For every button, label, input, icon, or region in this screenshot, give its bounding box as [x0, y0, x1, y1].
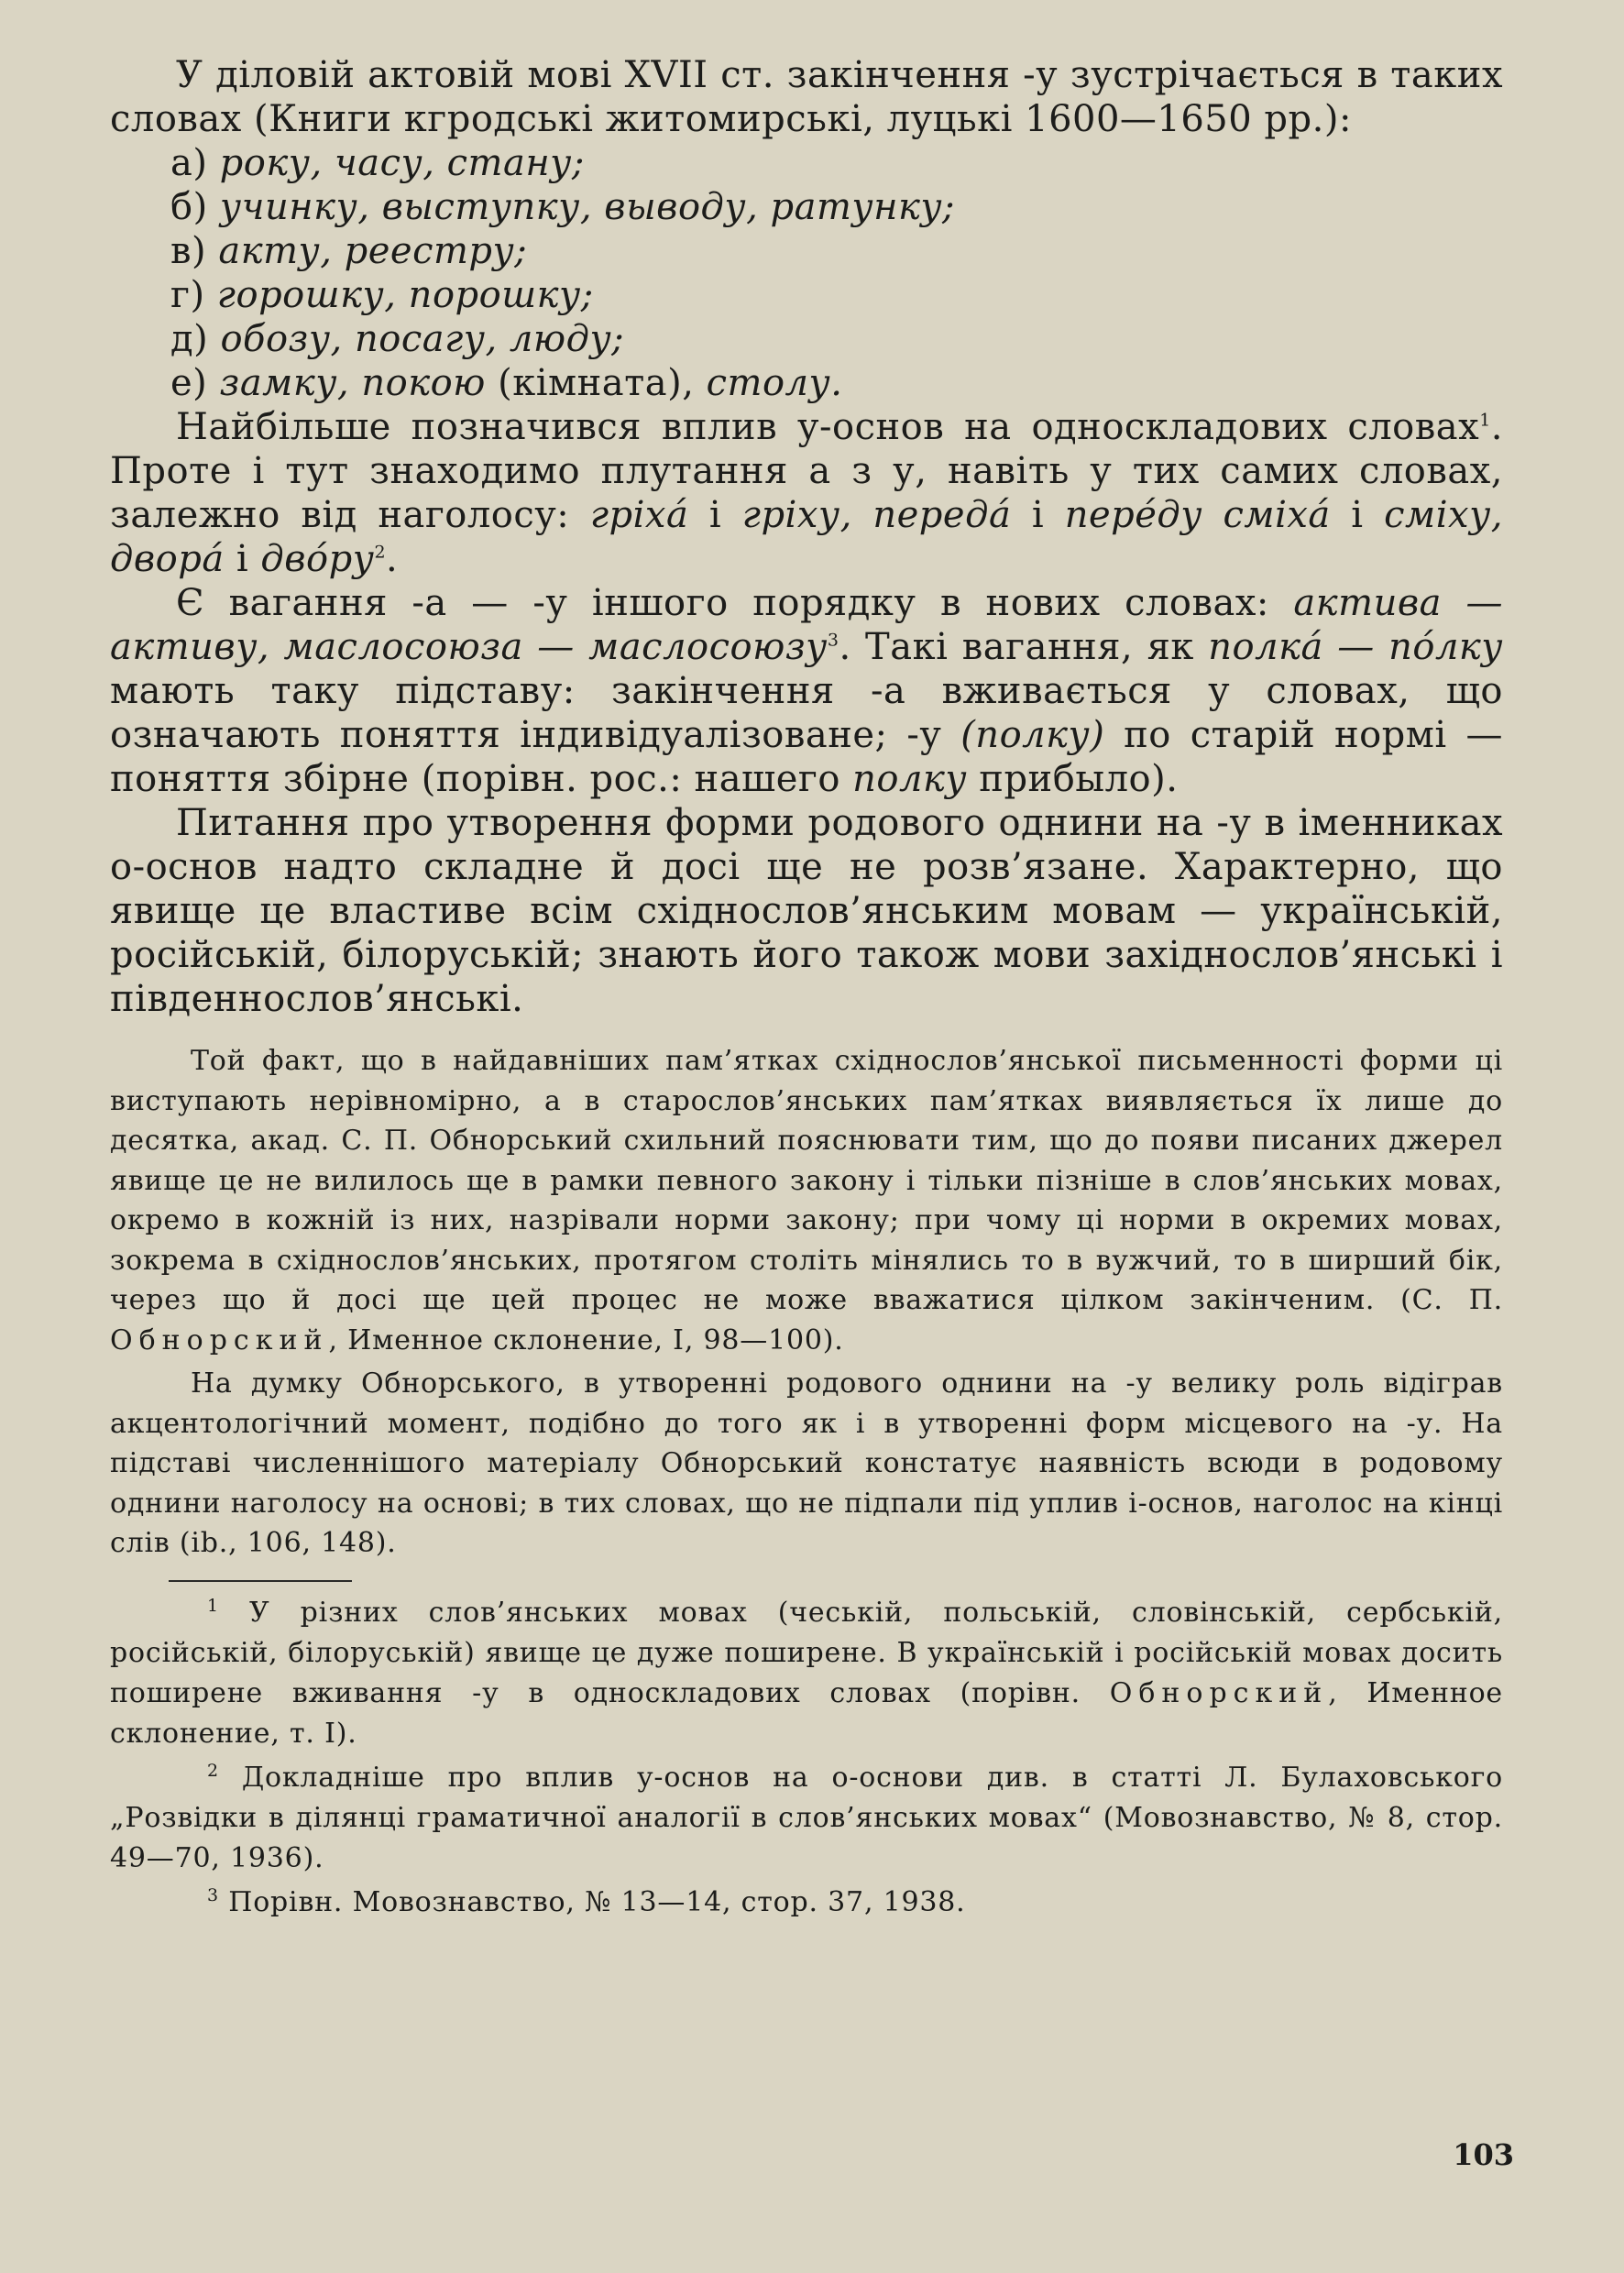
example-item-d: г) горошку, порошку;: [170, 274, 594, 316]
footnote-ref-3[interactable]: 3: [827, 630, 839, 651]
example-item-b: б) учинку, выступку, выводу, ратунку;: [170, 186, 956, 228]
paragraph-question: Питання про утворення форми родового однини на -у в іменниках о-основ надто складне й досі ще не розв’язане. Характерно, що явище це властиве всім східнослов’янським мовам — українській, російській, білоруській; знають його також мови західнослов’янські і південнослов’янські.: [110, 802, 1503, 1020]
example-item-a: а) року, часу, стану;: [170, 142, 585, 184]
small-paragraph-obnorsky: Той факт, що в найдавніших пам’ятках східнослов’янської письменності форми ці виступають нерівномірно, а в старослов’янських пам’ятках виявляється їх лише до десятка, акад. С. П. Обнорський схильний пояснювати тим, що до появи писаних джерел явище це не вилилось ще в рамки певного закону і тільки пізніше в слов’янських мовах, окремо в кожній із них, назрівали норми закону; при чому ці норми в окремих мовах, зокрема в східнослов’янських, протягом століть мінялись то в вужчий, то в ширший бік, через що й досі ще цей процес не може вважатися цілком закінченим. (С. П. Обнорский, Именное склонение, І, 98—100).: [110, 1045, 1503, 1356]
small-paragraph-accent: На думку Обнорського, в утворенні родового однини на -у велику роль відіграв акцентологічний момент, подібно до того як і в утворенні форм місцевого на -у. На підставі численнішого матеріалу Обнорський констатує наявність всюди в родовому однини наголосу на основі; в тих словах, що не підпали під уплив і-основ, наголос на кінці слів (ib., 106, 148).: [110, 1367, 1503, 1559]
examples-list: [110, 141, 1503, 405]
paragraph-variations: Є вагання -а — -у іншого порядку в нових словах: актива — активу, маслосоюза — маслосоюзу$^3$. Такі вагання, як полкá — пóлку мають таку підставу: закінчення -а вживається у словах, що означають поняття індивідуалізоване; -у (полку) по старій нормі — поняття збірне (порівн. рос.: нашего полку прибыло).: [110, 582, 1504, 800]
example-item-e: д) обозу, посагу, люду;: [170, 318, 625, 360]
example-item-f: е) замку, покою (кімната), столу.: [170, 362, 843, 404]
footnote-divider: [169, 1580, 352, 1582]
footnote-2: $^2$ Докладніше про вплив у-основ на о-основи див. в статті Л. Булаховського „Розвідки в ділянці граматичної аналогії в слов’янських мовах“ (Мовознавство, № 8, стор. 49—70, 1936).: [110, 1760, 1503, 1874]
small-print-block: [110, 1041, 1503, 1564]
footnote-ref-2[interactable]: 2: [374, 542, 387, 563]
main-text: [110, 53, 1503, 1021]
footnote-3: $^3$ Порівн. Мовознавство, № 13—14, стор. 37, 1938.: [207, 1884, 966, 1918]
example-item-c: в) акту, реестру;: [170, 230, 528, 272]
footnote-ref-1[interactable]: 1: [1479, 410, 1491, 431]
paragraph-u-stems: Найбільше позначився вплив у-основ на односкладових словах$^1$. Проте і тут знаходимо плутання а з у, навіть у тих самих словах, залежно від наголосу: гріхá і гріху, передá і перéду сміхá і сміху, дворá і двóру$^2$.: [110, 406, 1503, 580]
page-number: 103: [1453, 2137, 1514, 2172]
footnote-1: $^1$ У різних слов’янських мовах (чеській, польській, словінській, сербській, російській, білоруській) явище це дуже поширене. В українській і російській мовах досить поширене вживання -у в односкладових словах (порівн. Обнорский, Именное склонение, т. І).: [110, 1595, 1503, 1750]
footnotes: [110, 1593, 1503, 1923]
intro-paragraph: У діловій актовій мові XVII ст. закінчення -у зустрічається в таких словах (Книги кгродські житомирські, луцькі 1600—1650 рр.):: [110, 54, 1503, 140]
